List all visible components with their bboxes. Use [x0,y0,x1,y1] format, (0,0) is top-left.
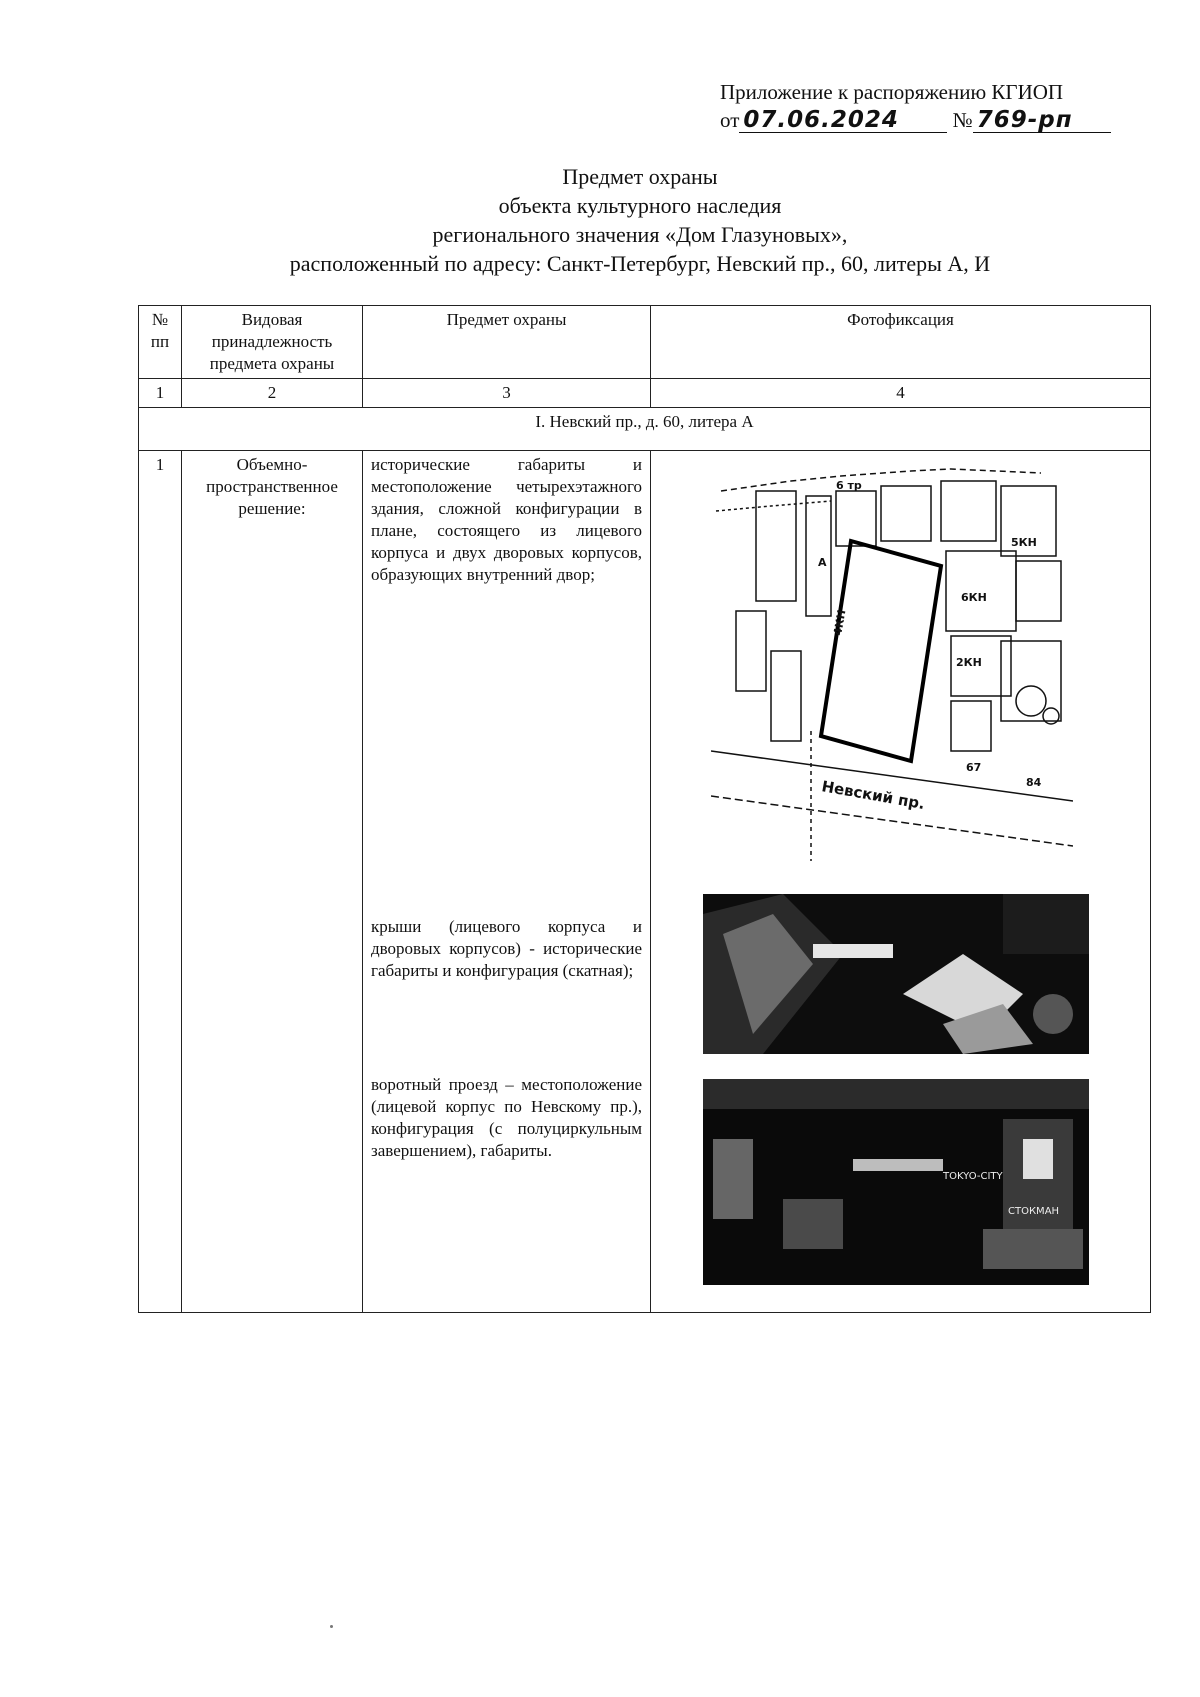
row-subject-items [363,451,651,1313]
document-title [160,162,1120,278]
col-number-1: 1 [139,379,182,408]
map-street-label: Невский пр. [820,777,927,814]
col-number-2: 2 [182,379,363,408]
col-number-3: 3 [363,379,651,408]
title-line-2: объекта культурного наследия [498,193,782,218]
annex-date-line [720,108,1140,133]
map-label-67: 67 [966,761,982,774]
row-number: 1 [139,451,182,1313]
title-line-3: регионального значения «Дом Глазуновых», [432,222,848,247]
protection-subject-table [138,305,1151,1313]
map-label-84: 84 [1026,776,1042,789]
row-photo-cell [651,451,1151,1313]
header-subject: Предмет охраны [363,306,651,379]
annex-label: Приложение к распоряжению КГИОП [720,80,1064,104]
column-number-row [139,379,1151,408]
gate-passage-photo [703,1079,1089,1285]
handwritten-number: 769-рп [973,108,1111,133]
map-label-plot: 6 тр [836,479,862,492]
section-row [139,408,1151,451]
map-label-4kn: 4КН [831,608,849,637]
map-label-a: А [818,556,827,569]
title-line-1: Предмет охраны [562,164,718,189]
roof-aerial-photo [703,894,1089,1054]
row-category: Объемно-пространственное решение: [182,451,363,1313]
col-number-4: 4 [651,379,1151,408]
photo-sign-stockmann: СТОКМАН [1008,1206,1060,1217]
section-title: I. Невский пр., д. 60, литера А [139,408,1151,451]
photo-sign-tokyo: TOKYO-CITY [943,1171,1003,1182]
table-row [139,451,1151,1313]
map-label-6kn: 6КН [961,591,987,604]
subject-item-3: воротный проезд – местоположение (лицевой корпус по Невскому пр.), конфигурация (с полуциркульным завершением), габариты. [371,1075,642,1160]
header-photo: Фотофиксация [651,306,1151,379]
site-plan-map [711,451,1073,861]
annex-header [720,80,1140,133]
header-category: Видовая принадлежность предмета охраны [182,306,363,379]
subject-item-1: исторические габариты и местоположение четырехэтажного здания, сложной конфигурации в плане, состоящего из лицевого корпуса и двух дворовых корпусов, образующих внутренний двор; [371,455,642,584]
number-prefix: № [952,108,973,132]
map-label-5kn: 5КН [1011,536,1037,549]
handwritten-date: 07.06.2024 [739,108,947,133]
subject-item-2: крыши (лицевого корпуса и дворовых корпусов) - исторические габариты и конфигурация (скатная); [371,917,642,980]
scan-speck [330,1625,333,1628]
date-prefix: от [720,108,740,132]
table-header-row [139,306,1151,379]
header-number: № пп [139,306,182,379]
title-line-4: расположенный по адресу: Санкт-Петербург, Невский пр., 60, литеры А, И [289,251,991,276]
map-label-2kn: 2КН [956,656,982,669]
